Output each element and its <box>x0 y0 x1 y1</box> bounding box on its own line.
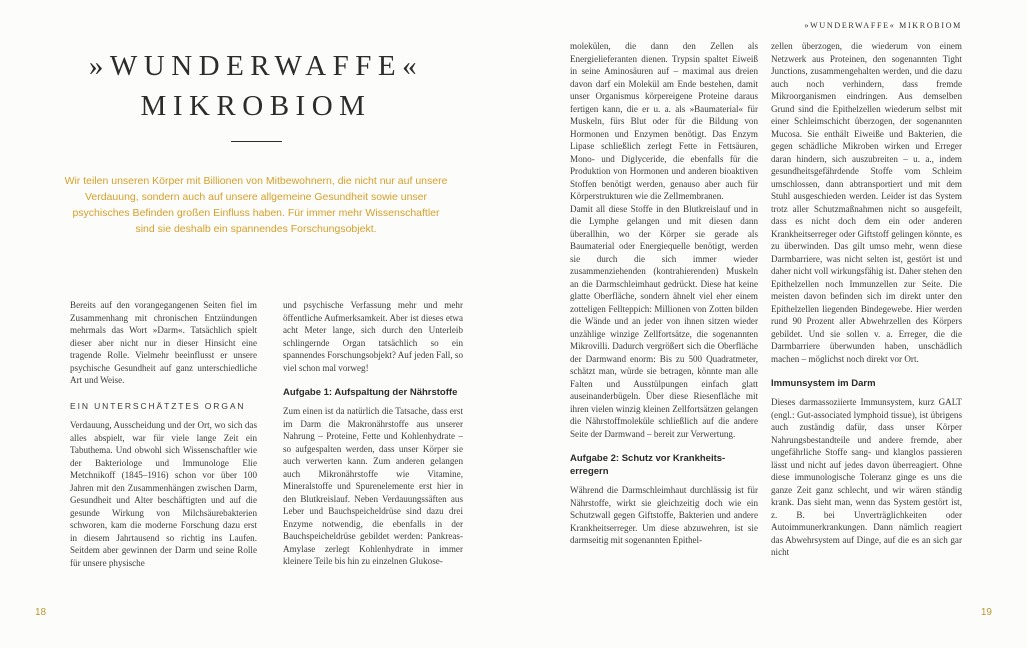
title-divider-rule <box>231 141 282 142</box>
page-number-left: 18 <box>35 607 47 618</box>
body-paragraph: Zum einen ist da natürlich die Tatsache, dass erst im Darm die Makronährstoffe aus unserer Nahrung – Proteine, Fette und Kohlenhydrate – so aufgespalten werden, dass unser Körper sie auch verwerten kann. Zum anderen gelangen auch Mikronährstoffe wie Vitamine, Mineralstoffe und Spurenelemente erst hier in den Blutkreislauf. Neben Verdauungssäften aus Leber und Bauchspeicheldrüse sind dazu drei Enzyme notwendig, die ebenfalls in der Bauchspeicheldrüse gebildet werden: Pankreas-Amylase zerlegt Kohlenhydrate in immer kleinere Teile bis hin zu einzelnen Glukose- <box>283 406 463 566</box>
left-page-column-2 <box>283 299 463 605</box>
body-paragraph: Bereits auf den vorangegangenen Seiten fiel im Zusammenhang mit chronischen Entzündungen mehrmals das Wort »Darm«. Tatsächlich spielt dieser aber nicht nur in dieser Hinsicht eine tragende Rolle. Vielmehr beeinflusst er unsere psychische Gesundheit auf ganz unterschiedliche Art und Weise. <box>70 300 257 385</box>
page-number-right: 19 <box>980 607 992 618</box>
subheading-immunsystem-im-darm: Immunsystem im Darm <box>771 378 876 389</box>
page-title-line1: »WUNDERWAFFE« <box>88 50 424 82</box>
right-page-column-2 <box>771 40 962 606</box>
body-paragraph: Damit all diese Stoffe in den Blutkreislauf und in die Lymphe gelangen und mit diesen dann überallhin, wo der Körper sie gerade als Baumaterial oder Energiequelle benötigt, werden sie durch die sich immer wieder zusammenziehenden (kontrahierenden) Muskeln an die Darmschleimhaut gedrückt. Diese hat keine glatte Oberfläche, sondern ähnelt viel eher einem zotteligen Fellteppich: Millionen von Zotten bilden die Wände und an jeder von ihnen sitzen wieder unzählige winzige Zellfortsätze, die sogenannten Mikrovilli. Dadurch vergrößert sich die Oberfläche der Darmwand enorm: Bis zu 500 Quadratmeter, schätzt man, würde sie betragen, könnte man alle Falten und Ausstülpungen einfach glatt auseinanderbügeln. Über diese Riesenfläche mit ihren vielen winzig kleinen Zellfortsätzen gelangen die Nährstoffmoleküle schließlich auf die andere Seite der Darmwand – bereit zur Verwertung. <box>570 203 758 439</box>
subheading-aufgabe-2: Aufgabe 2: Schutz vor Krankheits-erregern <box>570 453 726 477</box>
body-paragraph: Dieses darmassoziierte Immunsystem, kurz GALT (engl.: Gut-associated lymphoid tissue), ist übrigens auch zuständig dafür, dass unser Körper Nahrungsbestandteile und andere fremde, aber ungefährliche Stoffe sang- und klanglos passieren lässt und nicht auf jedes davon überreagiert. Ohne diese immunologische Toleranz ginge es uns die ganze Zeit ganz schlecht, und wir wären ständig krank. Das sieht man, wenn das System gestört ist, z. B. bei Unverträglichkeiten oder Autoimmunerkrankungen. Dann nämlich reagiert das Abwehrsystem auf Dinge, auf die es an sich gar nicht <box>771 397 962 557</box>
body-paragraph: Verdauung, Ausscheidung und der Ort, wo sich das alles abspielt, war für viele lange Zeit ein Tabuthema. Und obwohl sich Wissenschaftler wie der Bakteriologe und Immunologe Elie Metchnikoff (1845–1916) schon vor über 100 Jahren mit den Zusammenhängen zwischen Darm, Gesundheit und Alter beschäftigten und auf die gesunde Wirkung von Milchsäurebakterien schworen, kam die moderne Forschung dazu erst in diesem Jahrtausend so richtig ins Laufen. Seitdem aber gewinnen der Darm und seine Rolle für unsere physische <box>70 420 257 568</box>
intro-teaser-text: Wir teilen unseren Körper mit Billionen von Mitbewohnern, die nicht nur auf unsere Verdauung, sondern auch auf unsere allgemeine Gesundheit sowie unser psychisches Befinden großen Einfluss haben. Für immer mehr Wissenschaftler sind sie deshalb ein spannendes Forschungsobjekt. <box>64 175 448 235</box>
section-heading-unterschaetztes-organ: EIN UNTERSCHÄTZTES ORGAN <box>70 400 246 411</box>
subheading-aufgabe-1: Aufgabe 1: Aufspaltung der Nährstoffe <box>283 387 458 398</box>
body-paragraph: Während die Darmschleimhaut durchlässig ist für Nährstoffe, wirkt sie gleichzeitig doch wie ein Schutzwall gegen Giftstoffe, Bakterien und andere Krankheitserreger. Um diese abzuwehren, ist sie darmseitig mit sogenannten Epithel- <box>570 485 758 545</box>
left-page-column-1 <box>70 299 257 605</box>
body-paragraph: molekülen, die dann den Zellen als Energielieferanten dienen. Trypsin spaltet Eiweiß in seine Aminosäuren auf – maximal aus dreien davon darf ein Molekül am Ende bestehen, damit unser Organismus körpereigene Proteine daraus fertigen kann, die er u. a. als »Baumaterial« für Muskeln, fürs Blut oder für die Bildung von Hormonen und Enzymen benötigt. Das Enzym Lipase schließlich zerlegt Fette in Fettsäuren, Mono- und Diglyceride, die ebenfalls für die Produktion von Hormonen und anderen bioaktiven Stoffen benötigt werden, genauso aber auch für Körperstrukturen wie die Zellmembranen. <box>570 41 758 201</box>
body-paragraph: zellen überzogen, die wiederum von einem Netzwerk aus Proteinen, den sogenannten Tight Junctions, zusammengehalten werden, und die dazu auch noch verhindern, dass fremde Mikroorganismen eindringen. Aus demselben Grund sind die Epithelzellen wiederum selbst mit einer Schleimschicht überzogen, der sogenannten Mucosa. Sie enthält Eiweiße und Bakterien, die gegen schädliche Mikroben wirken und Erreger daran hindern, sich auszubreiten – u. a., indem gesundheitsgefährdende Stoffe vom Schleim umschlossen, dann abtransportiert und mit dem Stuhl ausgeschieden werden. Leider ist das System trotz aller Schutzmaßnahmen nicht so ausgefeilt, dass es nicht doch dem ein oder anderen Krankheitserreger oder Giftstoff gelingen könnte, es zu überwinden. Das gilt umso mehr, wenn diese Darmbarriere, was nicht selten ist, gestört ist und daher nicht voll wirkungsfähig ist. Daher stehen den Epithelzellen noch Immunzellen zur Seite. Die meisten davon befinden sich im direkt unter den Epithelzellen liegenden Bindegewebe. Hier werden rund 90 Prozent aller Abwehrzellen des Körpers gebildet. Und sie sollen v. a. Erreger, die die Darmbarriere überwunden haben, unschädlich machen – möglichst noch direkt vor Ort. <box>771 41 962 364</box>
page-title <box>60 46 452 126</box>
right-page-column-1 <box>570 40 758 606</box>
page-title-line2: MIKROBIOM <box>140 90 372 122</box>
body-paragraph: und psychische Verfassung mehr und mehr öffentliche Aufmerksamkeit. Aber ist dieses etwa acht Meter lange, sich durch den Unterleib schlingernde Organ tatsächlich so ein spannendes Forschungsobjekt? Auf jeden Fall, so viel schon mal vorweg! <box>283 300 463 373</box>
running-header: »WUNDERWAFFE« MIKROBIOM <box>804 21 962 30</box>
